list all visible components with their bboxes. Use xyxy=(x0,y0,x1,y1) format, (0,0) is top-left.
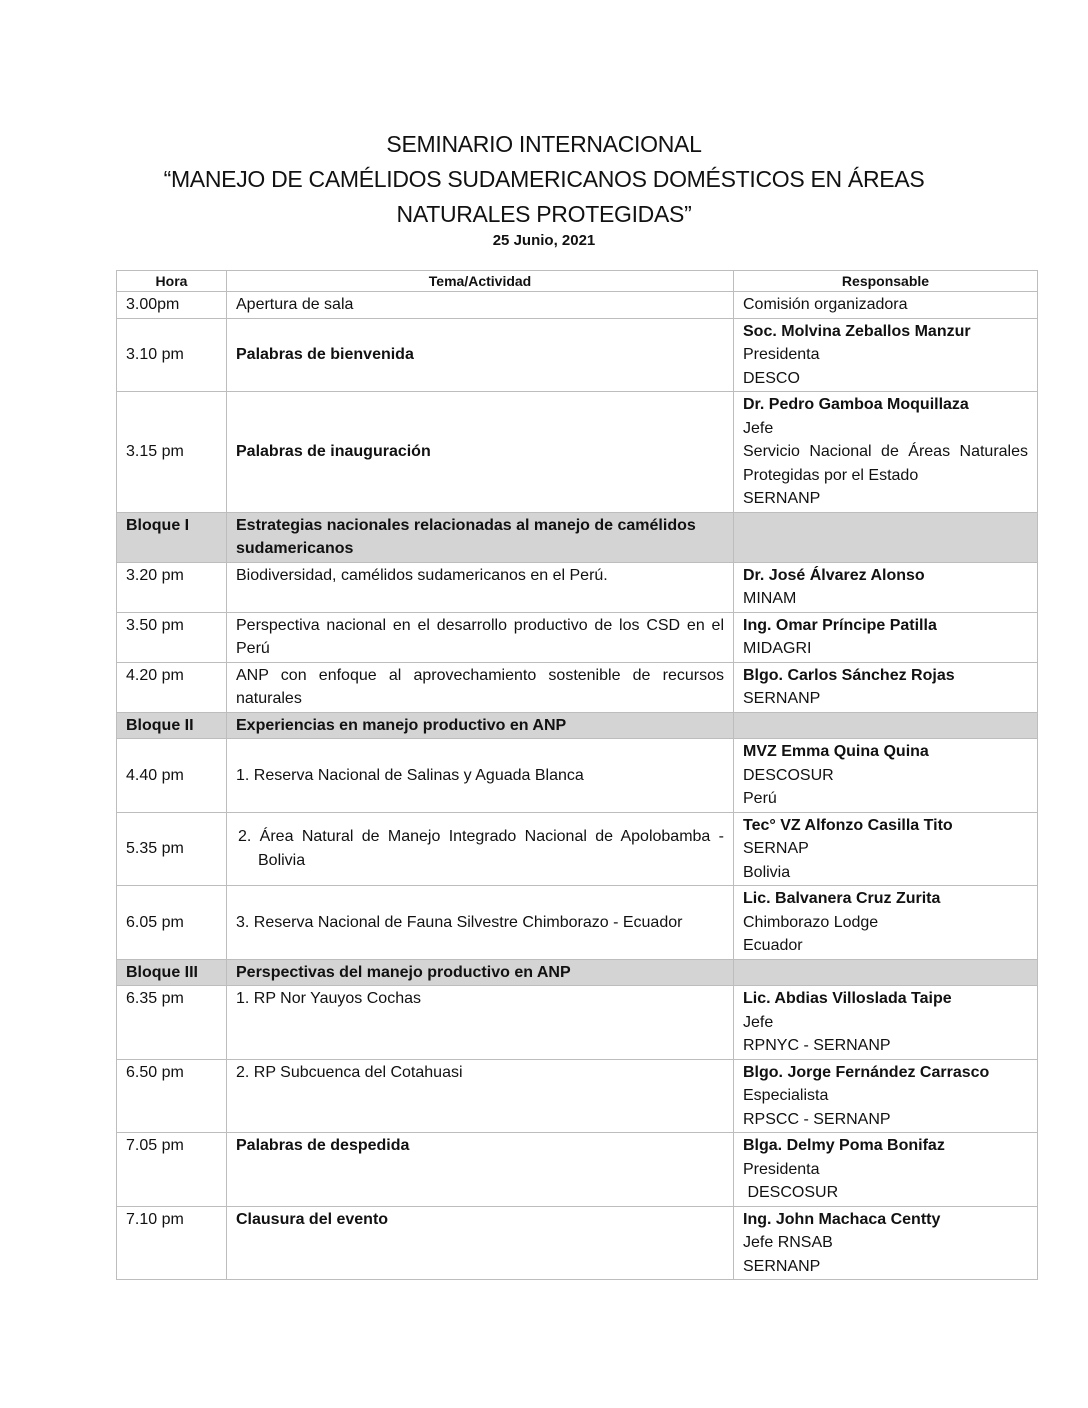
table-row xyxy=(117,292,1038,319)
responsible-line: MINAM xyxy=(743,590,797,607)
responsible-line: Perú xyxy=(743,790,777,807)
responsible-name: Ing. Omar Príncipe Patilla xyxy=(743,616,937,634)
time-cell: 3.00pm xyxy=(117,292,227,319)
block-row xyxy=(117,712,1038,739)
responsible-name: Blgo. Carlos Sánchez Rojas xyxy=(743,666,955,684)
responsible-line: SERNAP xyxy=(743,840,809,857)
responsible-name: Ing. John Machaca Centty xyxy=(743,1210,941,1228)
time-cell: 7.10 pm xyxy=(117,1206,227,1280)
table-header-row xyxy=(117,271,1038,292)
responsible-line: SERNANP xyxy=(743,490,821,507)
responsible-name: Dr. José Álvarez Alonso xyxy=(743,566,925,584)
block-title: Experiencias en manejo productivo en ANP xyxy=(227,712,734,739)
responsible-line: Comisión organizadora xyxy=(743,296,908,313)
table-row xyxy=(117,739,1038,813)
responsible-line: Servicio Nacional de Áreas Naturales Protegidas por el Estado xyxy=(743,443,1028,484)
topic-cell: Biodiversidad, camélidos sudamericanos en el Perú. xyxy=(227,562,734,612)
responsible-cell xyxy=(734,392,1038,513)
topic-cell: 1. RP Nor Yauyos Cochas xyxy=(227,986,734,1060)
responsible-name: Soc. Molvina Zeballos Manzur xyxy=(743,322,971,340)
table-row xyxy=(117,562,1038,612)
responsible-name: MVZ Emma Quina Quina xyxy=(743,743,929,760)
topic-cell xyxy=(227,812,734,886)
topic-cell: Palabras de bienvenida xyxy=(227,318,734,392)
column-header-responsable: Responsable xyxy=(734,271,1038,292)
table-row xyxy=(117,1133,1038,1207)
topic-cell: ANP con enfoque al aprovechamiento sostenible de recursos naturales xyxy=(227,662,734,712)
title-line-1: SEMINARIO INTERNACIONAL xyxy=(386,131,702,157)
responsible-line: Chimborazo Lodge xyxy=(743,913,879,931)
table-row xyxy=(117,612,1038,662)
responsible-cell xyxy=(734,1133,1038,1207)
responsible-line: Jefe xyxy=(743,1013,774,1031)
topic-cell: Clausura del evento xyxy=(227,1206,734,1280)
table-row xyxy=(117,1059,1038,1133)
responsible-line: DESCO xyxy=(743,369,800,387)
title-line-2: “MANEJO DE CAMÉLIDOS SUDAMERICANOS DOMÉSTICOS EN ÁREAS xyxy=(163,166,925,192)
time-cell: 6.05 pm xyxy=(117,886,227,960)
table-row xyxy=(117,886,1038,960)
responsible-cell xyxy=(734,1206,1038,1280)
responsible-name: Dr. Pedro Gamboa Moquillaza xyxy=(743,396,969,413)
time-cell: 3.15 pm xyxy=(117,392,227,513)
time-cell: 4.20 pm xyxy=(117,662,227,712)
time-cell: 4.40 pm xyxy=(117,739,227,813)
table-row xyxy=(117,662,1038,712)
responsible-cell xyxy=(734,612,1038,662)
column-header-tema: Tema/Actividad xyxy=(227,271,734,292)
topic-cell: 1. Reserva Nacional de Salinas y Aguada Blanca xyxy=(227,739,734,813)
responsible-name: Tec° VZ Alfonzo Casilla Tito xyxy=(743,816,953,834)
responsible-line: Jefe xyxy=(743,419,774,437)
column-header-hora: Hora xyxy=(117,271,227,292)
block-title: Perspectivas del manejo productivo en ANP xyxy=(227,959,734,986)
responsible-cell xyxy=(734,739,1038,813)
block-label: Bloque III xyxy=(117,959,227,986)
responsible-line: SERNANP xyxy=(743,690,821,707)
responsible-line: Presidenta xyxy=(743,1160,820,1178)
responsible-line: Jefe RNSAB xyxy=(743,1234,833,1251)
responsible-line: SERNANP xyxy=(743,1257,821,1275)
responsible-cell xyxy=(734,986,1038,1060)
block-empty-cell xyxy=(734,959,1038,986)
time-cell: 7.05 pm xyxy=(117,1133,227,1207)
block-row xyxy=(117,959,1038,986)
responsible-line: Ecuador xyxy=(743,937,803,954)
responsible-cell xyxy=(734,1059,1038,1133)
responsible-cell xyxy=(734,812,1038,886)
responsible-line: MIDAGRI xyxy=(743,640,812,657)
block-row xyxy=(117,512,1038,562)
responsible-line: Presidenta xyxy=(743,346,820,363)
responsible-cell xyxy=(734,318,1038,392)
table-row xyxy=(117,1206,1038,1280)
responsible-cell xyxy=(734,562,1038,612)
block-empty-cell xyxy=(734,712,1038,739)
responsible-name: Lic. Abdias Villoslada Taipe xyxy=(743,990,952,1007)
event-date: 25 Junio, 2021 xyxy=(492,232,596,249)
block-label: Bloque II xyxy=(117,712,227,739)
responsible-line: Bolivia xyxy=(743,863,791,881)
topic-text: 2. Área Natural de Manejo Integrado Nacional de Apolobamba - Bolivia xyxy=(238,828,724,869)
time-cell: 5.35 pm xyxy=(117,812,227,886)
topic-cell: 2. RP Subcuenca del Cotahuasi xyxy=(227,1059,734,1133)
title-line-3: NATURALES PROTEGIDAS” xyxy=(396,201,692,227)
responsible-name: Blga. Delmy Poma Bonifaz xyxy=(743,1137,945,1154)
responsible-cell xyxy=(734,886,1038,960)
table-row xyxy=(117,392,1038,513)
responsible-line: DESCOSUR xyxy=(743,1184,839,1201)
responsible-name: Blgo. Jorge Fernández Carrasco xyxy=(743,1063,990,1081)
responsible-cell xyxy=(734,292,1038,319)
topic-cell: Palabras de inauguración xyxy=(227,392,734,513)
time-cell: 6.35 pm xyxy=(117,986,227,1060)
responsible-line: Especialista xyxy=(743,1087,829,1104)
table-row xyxy=(117,318,1038,392)
time-cell: 6.50 pm xyxy=(117,1059,227,1133)
topic-cell: 3. Reserva Nacional de Fauna Silvestre Chimborazo - Ecuador xyxy=(227,886,734,960)
time-cell: 3.20 pm xyxy=(117,562,227,612)
responsible-line: RPSCC - SERNANP xyxy=(743,1110,891,1128)
table-row xyxy=(117,812,1038,886)
topic-cell: Palabras de despedida xyxy=(227,1133,734,1207)
time-cell: 3.10 pm xyxy=(117,318,227,392)
block-empty-cell xyxy=(734,512,1038,562)
responsible-line: RPNYC - SERNANP xyxy=(743,1037,891,1054)
topic-cell: Apertura de sala xyxy=(227,292,734,319)
time-cell: 3.50 pm xyxy=(117,612,227,662)
responsible-cell xyxy=(734,662,1038,712)
block-label: Bloque I xyxy=(117,512,227,562)
block-title: Estrategias nacionales relacionadas al manejo de camélidos sudamericanos xyxy=(227,512,734,562)
program-table xyxy=(116,270,1038,1280)
table-row xyxy=(117,986,1038,1060)
responsible-line: DESCOSUR xyxy=(743,766,834,784)
topic-cell: Perspectiva nacional en el desarrollo productivo de los CSD en el Perú xyxy=(227,612,734,662)
responsible-name: Lic. Balvanera Cruz Zurita xyxy=(743,890,941,907)
